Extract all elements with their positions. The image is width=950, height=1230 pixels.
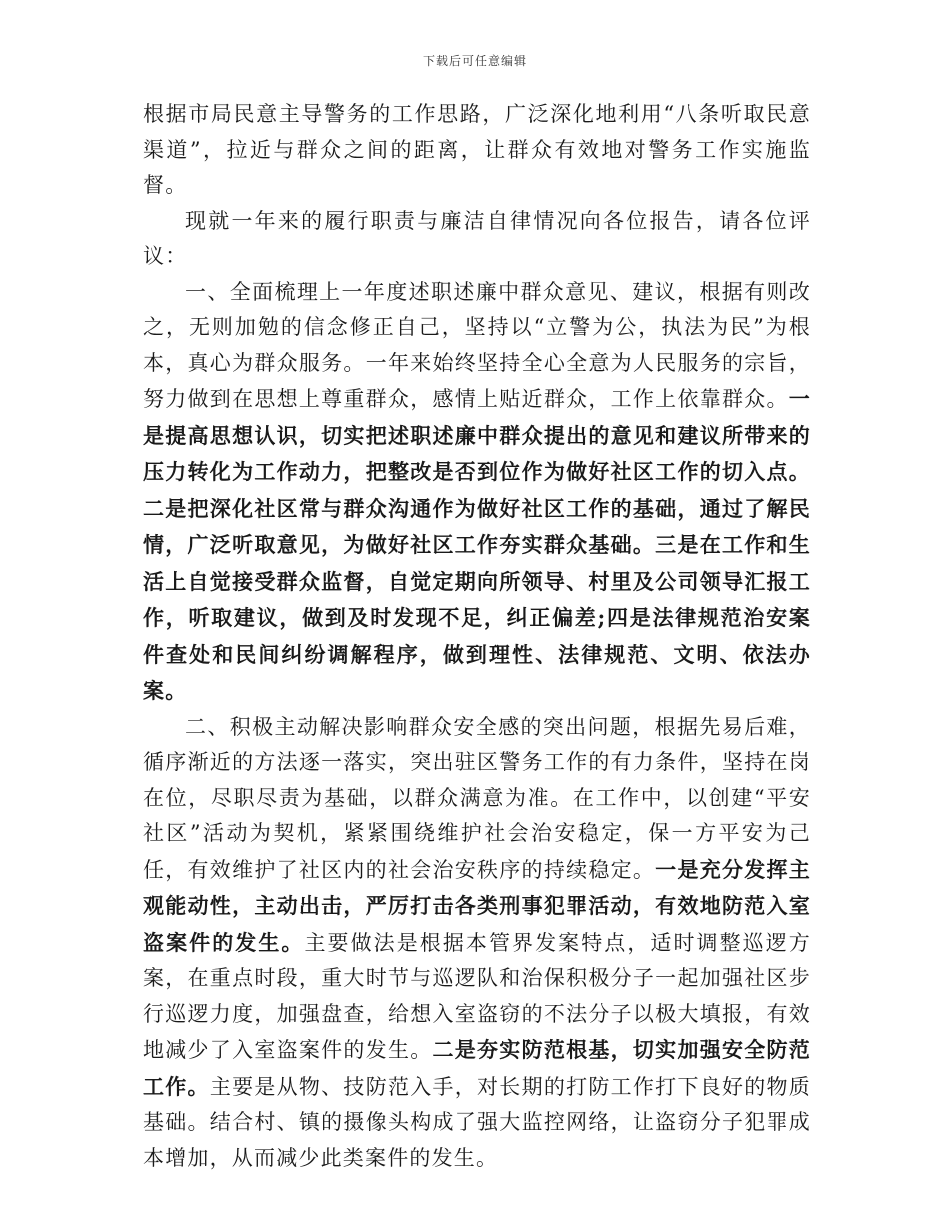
text-run: 主要做法是根据本管界发案特点，适时调整巡逻方案，在重点时段，重大时节与巡逻队和治保积极分子一起加强社区步行巡逻力度，加强盘查，给想入室盗窃的不法分子以极大填报，有效地减少了入室盗案件的发生。 bbox=[143, 930, 811, 1062]
text-run: 一、全面梳理上一年度述职述廉中群众意见、建议，根据有则改之，无则加勉的信念修正自己，坚持以“立警为公，执法为民”为根本，真心为群众服务。一年来始终坚持全心全意为人民服务的宗旨，努力做到在思想上尊重群众，感情上贴近群众，工作上依靠群众。 bbox=[143, 279, 811, 411]
paragraph-2 bbox=[143, 204, 811, 275]
text-run: 主要是从物、技防范入手，对长期的打防工作打下良好的物质基础。结合村、镇的摄像头构成了强大监控网络，让盗窃分子犯罪成本增加，从而减少此类案件的发生。 bbox=[143, 1074, 811, 1170]
text-run: 现就一年来的履行职责与廉洁自律情况向各位报告，请各位评议： bbox=[143, 208, 811, 268]
page-header: 下载后可任意编辑 bbox=[422, 54, 527, 68]
bold-text-run: 二是夯实防范根基，切实加强安全防范工作。 bbox=[143, 1037, 811, 1099]
paragraph-1 bbox=[143, 97, 811, 204]
document-body bbox=[143, 97, 811, 1176]
bold-text-run: 一是提高思想认识，切实把述职述廉中群众提出的意见和建议所带来的压力转化为工作动力，把整改是否到位作为做好社区工作的切入点。二是把深化社区常与群众沟通作为做好社区工作的基础，通过了解民情，广泛听取意见，为做好社区工作夯实群众基础。三是在工作和生活上自觉接受群众监督，自觉定期向所领导、村里及公司领导汇报工作，听取建议，做到及时发现不足，纠正偏差;四是法律规范治安案件查处和民间纠纷调解程序，做到理性、法律规范、文明、依法办案。 bbox=[143, 386, 811, 703]
bold-text-run: 一是充分发挥主观能动性，主动出击，严厉打击各类刑事犯罪活动，有效地防范入室盗案件的发生。 bbox=[143, 856, 811, 955]
paragraph-4 bbox=[143, 710, 811, 1177]
text-run: 二、积极主动解决影响群众安全感的突出问题，根据先易后难，循序渐近的方法逐一落实，突出驻区警务工作的有力条件，坚持在岗在位，尽职尽责为基础，以群众满意为准。在工作中，以创建“平安社区”活动为契机，紧紧围绕维护社会治安稳定，保一方平安为己任，有效维护了社区内的社会治安秩序的持续稳定。 bbox=[143, 714, 811, 882]
text-run: 根据市局民意主导警务的工作思路，广泛深化地利用“八条听取民意渠道”，拉近与群众之间的距离，让群众有效地对警务工作实施监督。 bbox=[143, 102, 811, 197]
paragraph-3 bbox=[143, 275, 811, 710]
